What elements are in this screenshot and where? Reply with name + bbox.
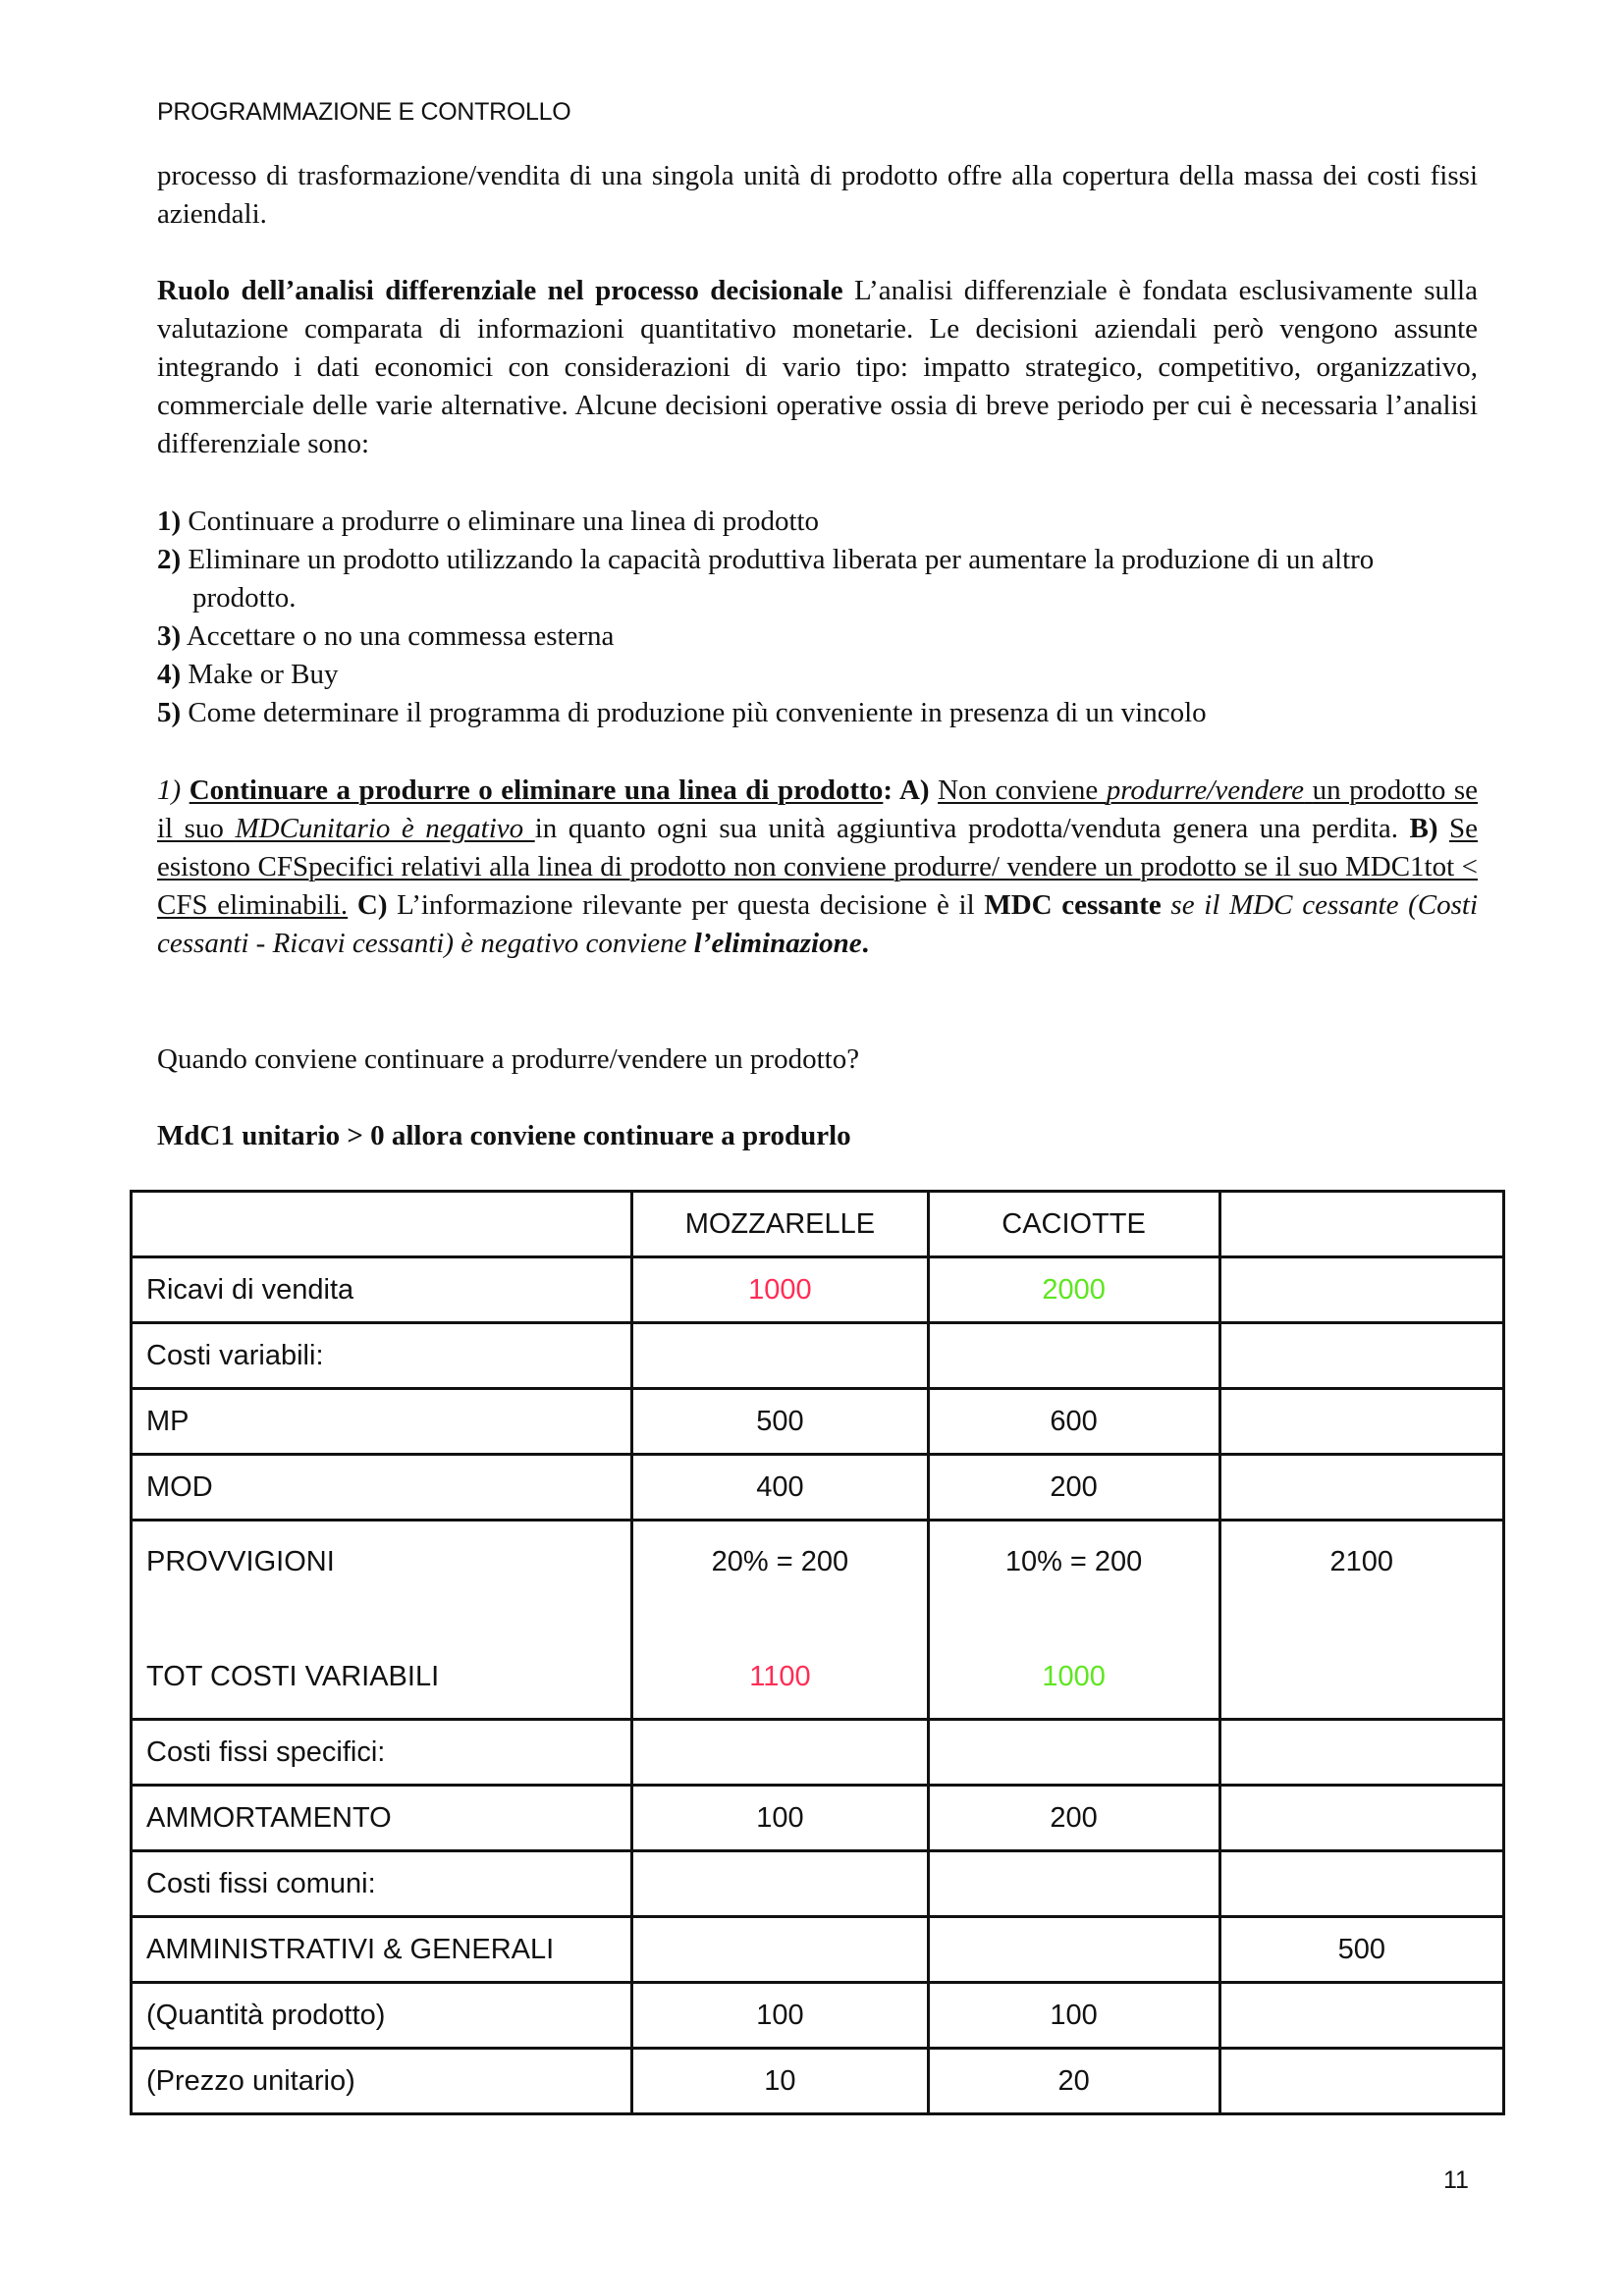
row-label — [132, 1521, 632, 1720]
header-cell — [1219, 1192, 1503, 1257]
rule-paragraph: MdC1 unitario > 0 allora conviene continuare a produrlo — [157, 1120, 851, 1151]
row-label: MP — [132, 1389, 632, 1455]
cell-value — [928, 1851, 1219, 1917]
role-heading: Ruolo dell’analisi differenziale nel processo decisionale — [157, 275, 843, 306]
point-a-label: A) — [893, 774, 930, 806]
cell-value: 20 — [928, 2049, 1219, 2114]
cell-value — [1219, 1455, 1503, 1521]
table-row — [132, 1786, 1504, 1851]
cell-value — [632, 1521, 928, 1720]
provvigioni-label: PROVVIGIONI — [146, 1546, 335, 1577]
text-italic: se il MDC cessante (Costi cessanti - Ricavi cessanti) è negativo conviene — [157, 889, 1479, 959]
cell-value — [632, 1720, 928, 1786]
row-label: Ricavi di vendita — [132, 1257, 632, 1323]
cell-value — [1219, 1389, 1503, 1455]
list-number: 4) — [157, 659, 182, 690]
cell-value: 200 — [928, 1455, 1219, 1521]
list-number: 5) — [157, 697, 182, 728]
table-row — [132, 1720, 1504, 1786]
colon: : — [883, 774, 893, 806]
tot-var-value: 1100 — [749, 1661, 811, 1692]
provvigioni-value: 20% = 200 — [711, 1546, 849, 1577]
cell-value: 200 — [928, 1786, 1219, 1851]
section-number: 1) — [157, 774, 182, 806]
table-row — [132, 1917, 1504, 1983]
row-label: AMMINISTRATIVI & GENERALI — [132, 1917, 632, 1983]
section-title: Continuare a produrre o eliminare una linea di prodotto — [189, 774, 884, 806]
cell-value — [1219, 1257, 1503, 1323]
header-mozzarelle: MOZZARELLE — [632, 1192, 928, 1257]
row-label: (Quantità prodotto) — [132, 1983, 632, 2049]
table-row — [132, 1983, 1504, 2049]
list-item — [157, 617, 1478, 656]
cell-value — [632, 1323, 928, 1389]
cell-value — [1219, 1786, 1503, 1851]
tot-costi-variabili-label: TOT COSTI VARIABILI — [146, 1661, 440, 1692]
point-a-rest: in quanto ogni sua unità aggiuntiva prodotta/venduta genera una perdita. — [534, 813, 1410, 844]
table-row — [132, 1257, 1504, 1323]
point-b-label: B) — [1409, 813, 1438, 844]
row-label: MOD — [132, 1455, 632, 1521]
list-item — [157, 541, 1478, 617]
row-label: Costi fissi specifici: — [132, 1720, 632, 1786]
list-text: Continuare a produrre o eliminare una linea di prodotto — [181, 506, 820, 537]
cell-value — [928, 1323, 1219, 1389]
cell-value: 10 — [632, 2049, 928, 2114]
cell-value: 500 — [1219, 1917, 1503, 1983]
cell-value — [1219, 1851, 1503, 1917]
role-text: L’analisi differenziale è fondata esclusivamente sulla valutazione comparata di informazioni quantitativo monetarie. Le decisioni aziendali però vengono assunte integrando i dati economici con considerazioni di vario tipo: impatto strategico, competitivo, organizzativo, commerciale delle varie alternative. Alcune decisioni operative ossia di breve periodo per cui è necessaria l’analisi differenziale sono: — [157, 275, 1478, 459]
point-c-label: C) — [348, 889, 388, 921]
provvigioni-value: 10% = 200 — [1004, 1546, 1143, 1577]
provvigioni-total: 2100 — [1329, 1546, 1394, 1577]
table-row — [132, 1851, 1504, 1917]
tot-var-value: 1000 — [1042, 1661, 1106, 1692]
list-text: Come determinare il programma di produzione più conveniente in presenza di un vincolo — [181, 697, 1207, 728]
list-number: 1) — [157, 506, 182, 537]
cell-value — [632, 1851, 928, 1917]
row-label: AMMORTAMENTO — [132, 1786, 632, 1851]
point-b-underlined: Se esistono CFSpecifici relativi alla linea di prodotto non conviene produrre/ vendere un prodotto se il suo MDC1tot < CFS eliminabili. — [157, 813, 1479, 921]
cell-value: 600 — [928, 1389, 1219, 1455]
list-number: 3) — [157, 620, 182, 652]
cell-value: 2000 — [928, 1257, 1219, 1323]
cell-value — [928, 1720, 1219, 1786]
cost-table — [130, 1190, 1505, 2115]
decisions-list — [157, 503, 1478, 732]
row-label: Costi variabili: — [132, 1323, 632, 1389]
eliminazione: l’eliminazione — [693, 928, 862, 959]
cell-value — [928, 1917, 1219, 1983]
text-italic: produrre/vendere — [1106, 774, 1305, 806]
table-row — [132, 1389, 1504, 1455]
cell-value: 100 — [928, 1983, 1219, 2049]
cell-value: 100 — [632, 1786, 928, 1851]
list-number: 2) — [157, 544, 182, 575]
cell-value — [632, 1917, 928, 1983]
text-italic: MDCunitario è negativo — [235, 813, 535, 844]
cell-value — [928, 1521, 1219, 1720]
cell-value — [1219, 1983, 1503, 2049]
section1-paragraph — [157, 772, 1478, 963]
list-text: Eliminare un prodotto utilizzando la capacità produttiva liberata per aumentare la produzione di un altro prodotto. — [181, 544, 1375, 614]
cell-value: 100 — [632, 1983, 928, 2049]
text: Non conviene — [938, 774, 1107, 806]
table-header-row — [132, 1192, 1504, 1257]
period: . — [861, 928, 869, 959]
cell-value: 400 — [632, 1455, 928, 1521]
text: un prodotto se il suo — [157, 774, 1479, 844]
table-row — [132, 1323, 1504, 1389]
cell-value: 500 — [632, 1389, 928, 1455]
question-paragraph: Quando conviene continuare a produrre/vendere un prodotto? — [157, 1043, 860, 1075]
cell-value — [1219, 1323, 1503, 1389]
table-row — [132, 1521, 1504, 1720]
cell-value: 1000 — [632, 1257, 928, 1323]
mdc-cessante: MDC cessante — [984, 889, 1162, 921]
running-header: PROGRAMMAZIONE E CONTROLLO — [157, 98, 571, 126]
table-row — [132, 2049, 1504, 2114]
cell-value — [1219, 2049, 1503, 2114]
page-number: 11 — [1443, 2166, 1469, 2194]
list-item — [157, 503, 1478, 541]
header-caciotte: CACIOTTE — [928, 1192, 1219, 1257]
row-label: (Prezzo unitario) — [132, 2049, 632, 2114]
intro-paragraph: processo di trasformazione/vendita di una singola unità di prodotto offre alla copertura della massa dei costi fissi aziendali. — [157, 160, 1478, 230]
header-cell — [132, 1192, 632, 1257]
text: L’informazione rilevante per questa decisione è il — [387, 889, 985, 921]
cell-value — [1219, 1720, 1503, 1786]
role-paragraph — [157, 272, 1478, 463]
row-label: Costi fissi comuni: — [132, 1851, 632, 1917]
list-item — [157, 694, 1478, 732]
list-text: Accettare o no una commessa esterna — [181, 620, 615, 652]
list-item — [157, 656, 1478, 694]
table-row — [132, 1455, 1504, 1521]
list-text: Make or Buy — [181, 659, 339, 690]
cell-value — [1219, 1521, 1503, 1720]
